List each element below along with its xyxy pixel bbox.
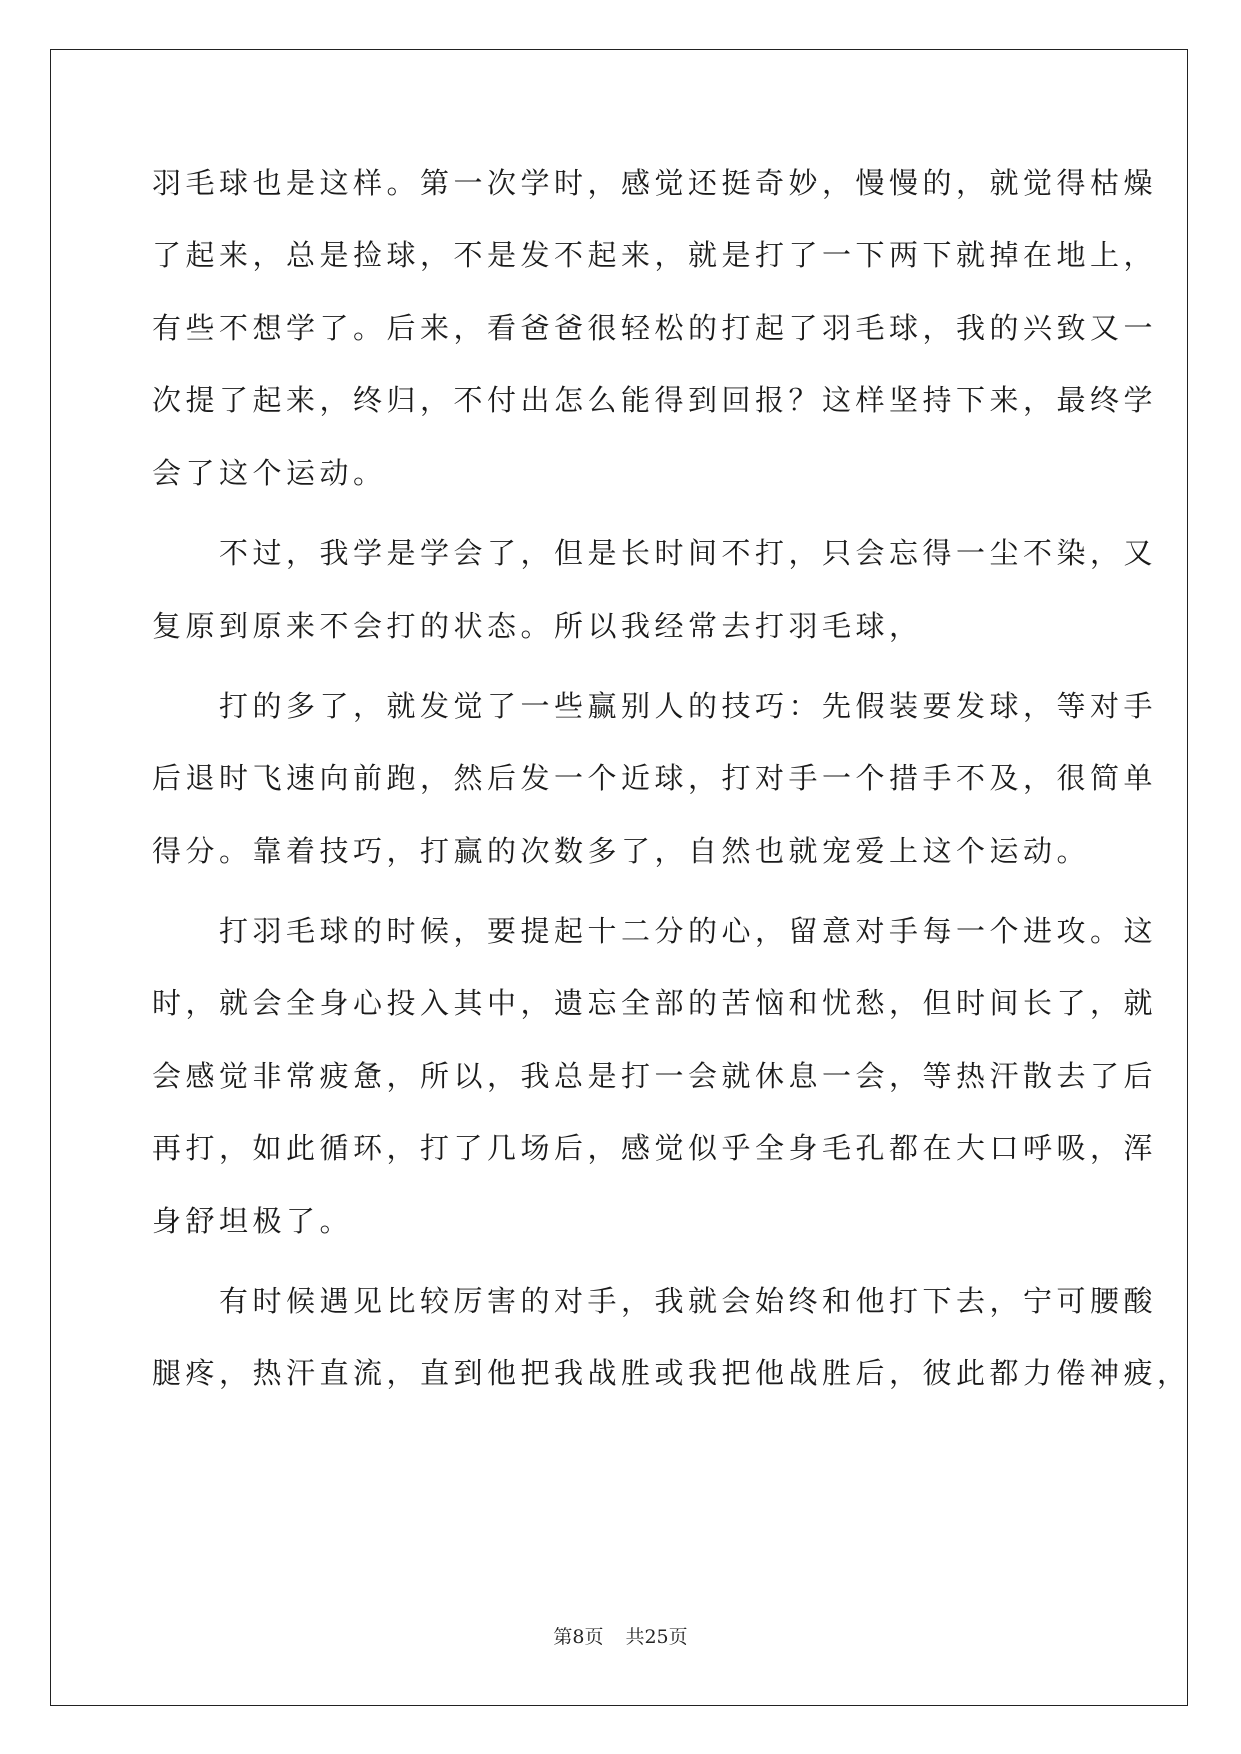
- text-line: 打羽毛球的时候，要提起十二分的心，留意对手每一个进攻。这: [152, 914, 1158, 948]
- text-line: 了起来，总是捡球，不是发不起来，就是打了一下两下就掉在地上，: [152, 238, 1158, 272]
- page-footer: [0, 1622, 1241, 1649]
- text-line: 身舒坦极了。: [152, 1204, 354, 1238]
- text-line: 再打，如此循环，打了几场后，感觉似乎全身毛孔都在大口呼吸，浑: [152, 1131, 1158, 1165]
- page-border: [50, 49, 1188, 1706]
- text-line: 会了这个运动。: [152, 456, 387, 490]
- text-line: 打的多了，就发觉了一些赢别人的技巧：先假装要发球，等对手: [152, 689, 1158, 723]
- text-line: 时，就会全身心投入其中，遗忘全部的苦恼和忧愁，但时间长了，就: [152, 986, 1158, 1020]
- text-line: 腿疼，热汗直流，直到他把我战胜或我把他战胜后，彼此都力倦神疲，: [152, 1356, 1191, 1390]
- text-line: 得分。靠着技巧，打赢的次数多了，自然也就宠爱上这个运动。: [152, 834, 1091, 868]
- text-line: 次提了起来，终归，不付出怎么能得到回报？这样坚持下来，最终学: [152, 383, 1158, 417]
- text-line: 不过，我学是学会了，但是长时间不打，只会忘得一尘不染，又: [152, 536, 1158, 570]
- page-total: 共25页: [625, 1626, 688, 1648]
- text-line: 复原到原来不会打的状态。所以我经常去打羽毛球，: [152, 609, 923, 643]
- text-line: 有时候遇见比较厉害的对手，我就会始终和他打下去，宁可腰酸: [152, 1284, 1158, 1318]
- text-line: 有些不想学了。后来，看爸爸很轻松的打起了羽毛球，我的兴致又一: [152, 311, 1158, 345]
- text-line: 会感觉非常疲惫，所以，我总是打一会就休息一会，等热汗散去了后: [152, 1059, 1158, 1093]
- text-line: 后退时飞速向前跑，然后发一个近球，打对手一个措手不及，很简单: [152, 761, 1158, 795]
- page-number: 第8页: [553, 1626, 604, 1648]
- text-line: 羽毛球也是这样。第一次学时，感觉还挺奇妙，慢慢的，就觉得枯燥: [152, 166, 1158, 200]
